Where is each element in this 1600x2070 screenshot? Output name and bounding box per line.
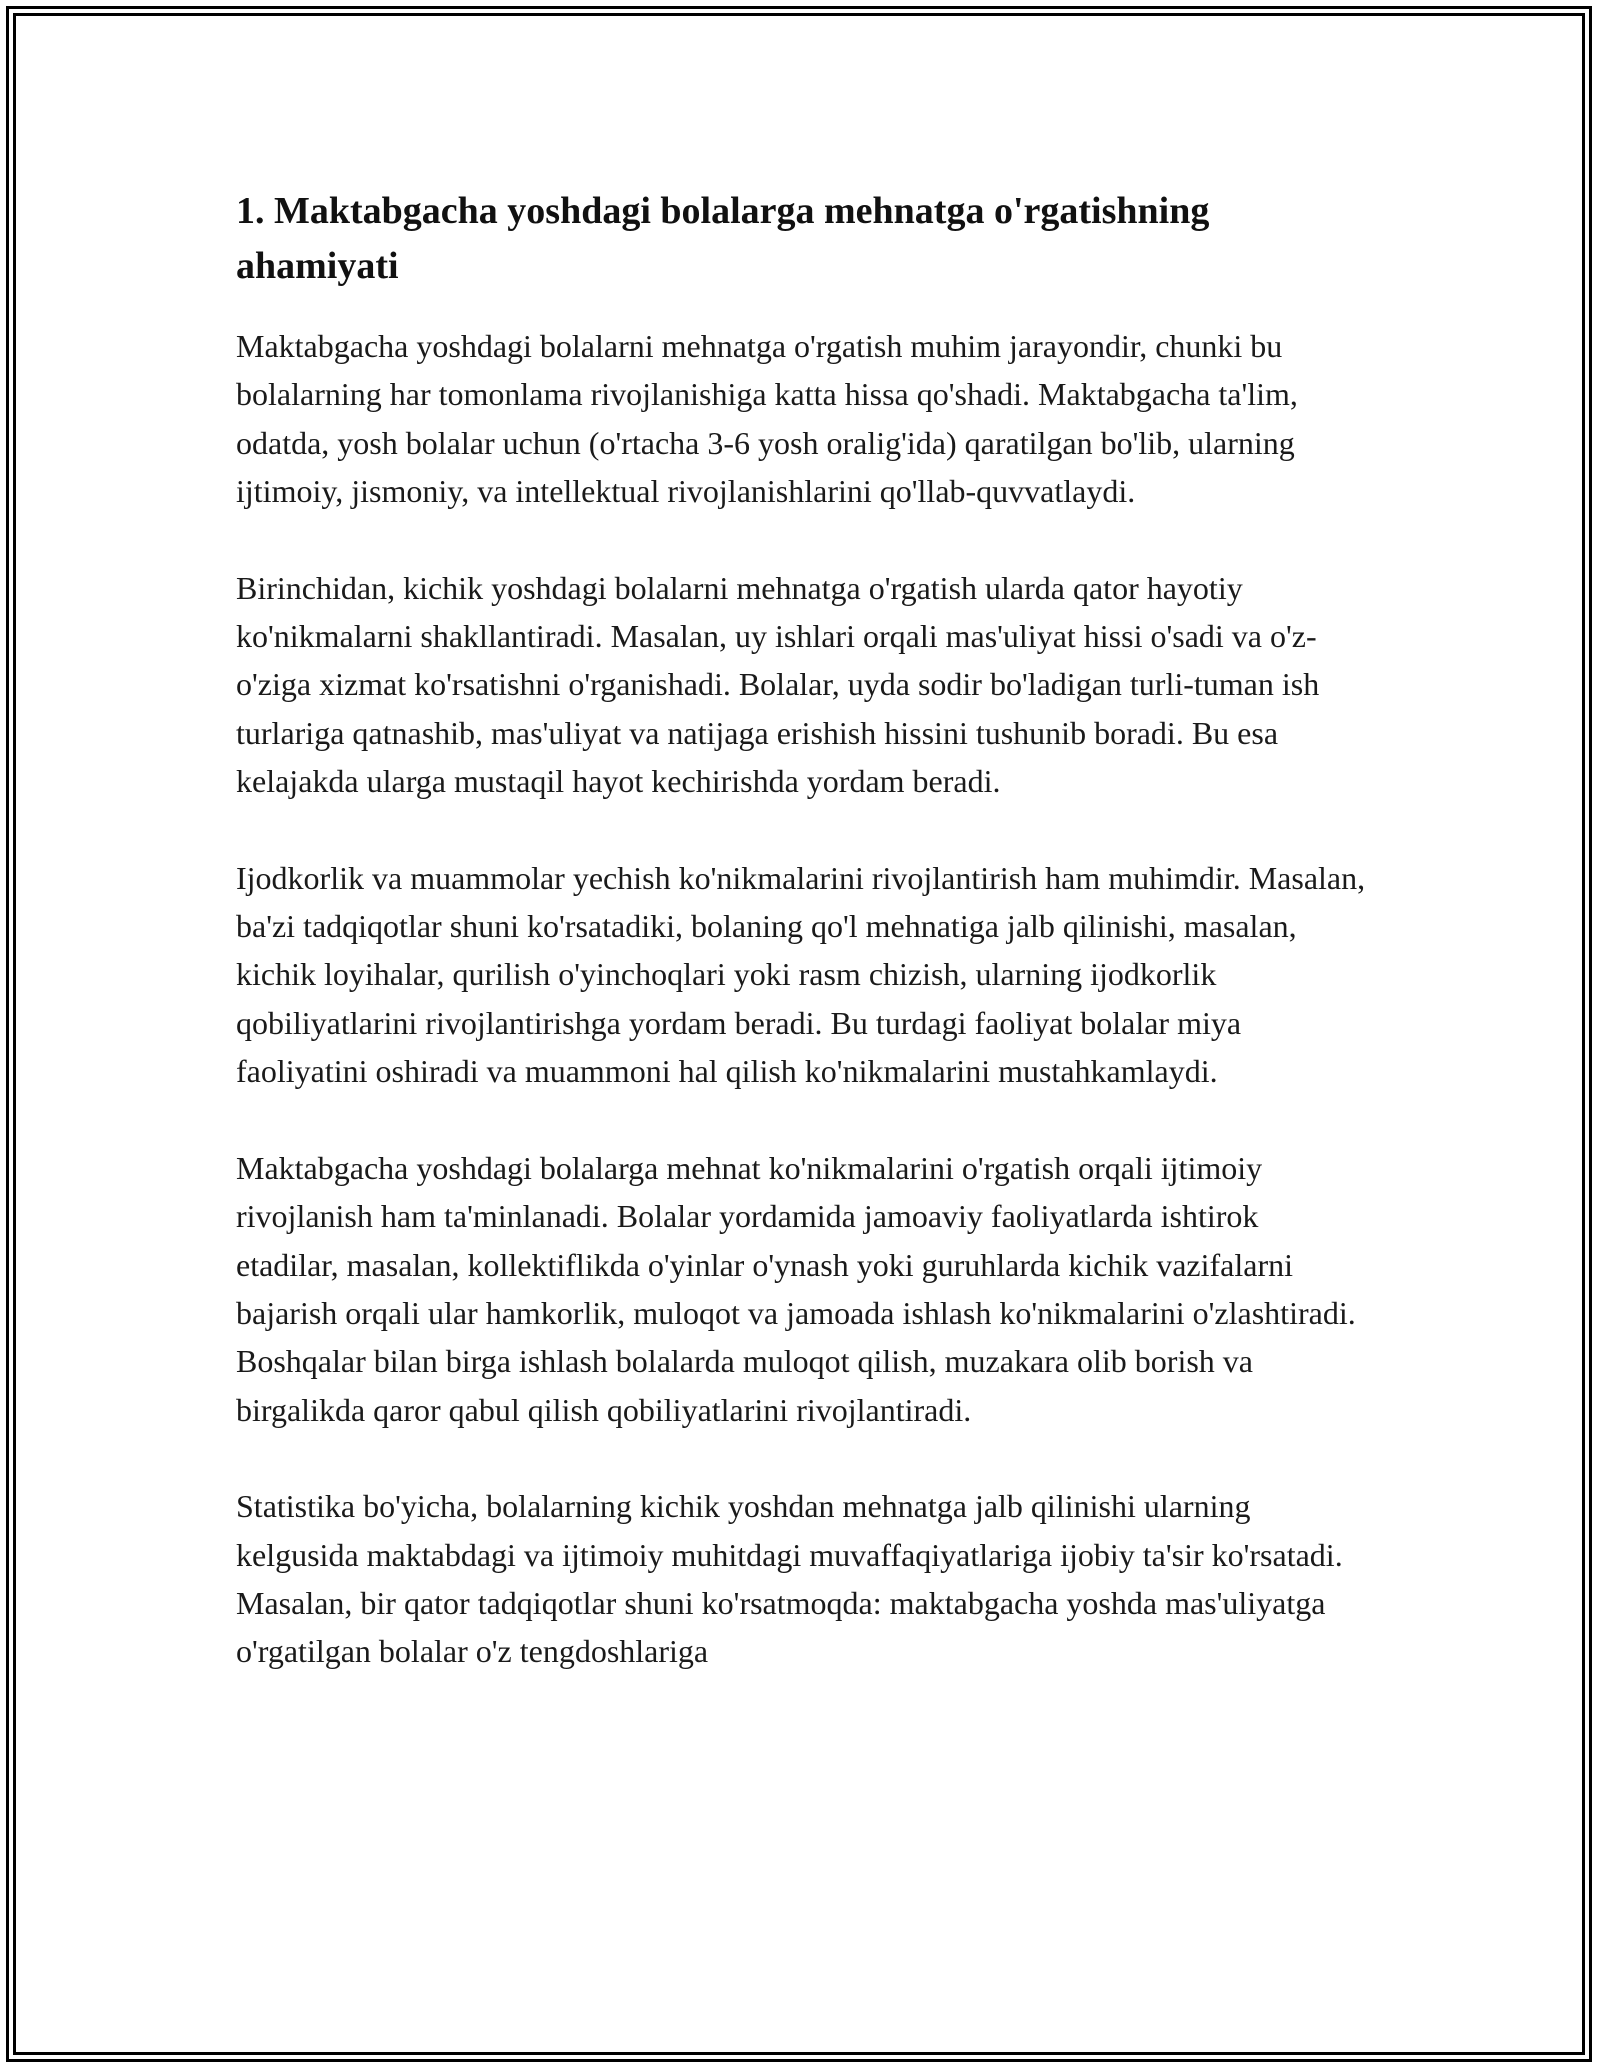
paragraph-creativity: Ijodkorlik va muammolar yechish ko'nikmalarini rivojlantirish ham muhimdir. Masalan, ba'zi tadqiqotlar shuni ko'rsatadiki, bolaning qo'l mehnatiga jalb qilinishi, masalan, kichik loyihalar, qurilish o'yinchoqlari yoki rasm chizish, ularning ijodkorlik qobiliyatlarini rivojlantirishga yordam beradi. Bu turdagi faoliyat bolalar miya faoliyatini oshiradi va muammoni hal qilish ko'nikmalarini mustahkamlaydi. xyxy=(236,859,1366,1090)
section-heading: 1. Maktabgacha yoshdagi bolalarga mehnatga o'rgatishning ahamiyati xyxy=(236,190,1210,287)
paragraph-statistics: Statistika bo'yicha, bolalarning kichik yoshdan mehnatga jalb qilinishi ularning kelgusida maktabdagi va ijtimoiy muhitdagi muvaffaqiyatlariga ijobiy ta'sir ko'rsatadi. Masalan, bir qator tadqiqotlar shuni ko'rsatmoqda: maktabgacha yoshda mas'uliyatga o'rgatilgan bolalar o'z tengdoshlariga xyxy=(236,1488,1343,1670)
paragraph-importance: Maktabgacha yoshdagi bolalarni mehnatga o'rgatish muhim jarayondir, chunki bu bolalarning har tomonlama rivojlanishiga katta hissa qo'shadi. Maktabgacha ta'lim, odatda, yosh bolalar uchun (o'rtacha 3-6 yosh oralig'ida) qaratilgan bo'lib, ularning ijtimoiy, jismoniy, va intellektual rivojlanishlarini qo'llab-quvvatlaydi. xyxy=(236,328,1298,510)
document-body xyxy=(236,184,1366,1724)
paragraph-life-skills: Birinchidan, kichik yoshdagi bolalarni mehnatga o'rgatish ularda qator hayotiy ko'nikmalarni shakllantiradi. Masalan, uy ishlari orqali mas'uliyat hissi o'sadi va o'z-o'ziga xizmat ko'rsatishni o'rganishadi. Bolalar, uyda sodir bo'ladigan turli-tuman ish turlariga qatnashib, mas'uliyat va natijaga erishish hissini tushunib boradi. Bu esa kelajakda ularga mustaqil hayot kechirishda yordam beradi. xyxy=(236,569,1320,800)
paragraph-social-development: Maktabgacha yoshdagi bolalarga mehnat ko'nikmalarini o'rgatish orqali ijtimoiy rivojlanish ham ta'minlanadi. Bolalar yordamida jamoaviy faoliyatlarda ishtirok etadilar, masalan, kollektiflikda o'yinlar o'ynash yoki guruhlarda kichik vazifalarni bajarish orqali ular hamkorlik, muloqot va jamoada ishlash ko'nikmalarini o'zlashtiradi. Boshqalar bilan birga ishlash bolalarda muloqot qilish, muzakara olib borish va birgalikda qaror qabul qilish qobiliyatlarini rivojlantiradi. xyxy=(236,1149,1356,1428)
